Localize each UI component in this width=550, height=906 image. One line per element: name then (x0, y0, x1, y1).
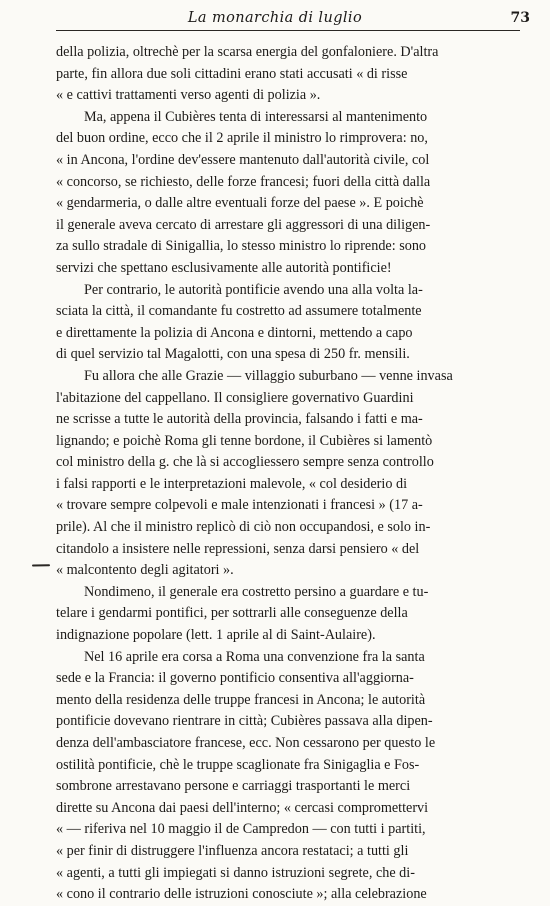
text-line: za sullo stradale di Sinigallia, lo stesso ministro lo riprende: sono (56, 238, 427, 255)
text-line: prile). Al che il ministro replicò di ciò non occupandosi, e solo in- (56, 519, 431, 536)
text-line: ne scrisse a tutte le autorità della provincia, falsando i fatti e ma- (56, 411, 423, 428)
text-line: ostilità pontificie, chè le truppe scaglionate fra Sinigaglia e Fos- (56, 756, 420, 773)
text-line: l'abitazione del cappellano. Il consigliere governativo Guardini (56, 389, 414, 406)
text-line: Nel 16 aprile era corsa a Roma una convenzione fra la santa (84, 648, 425, 665)
text-line: servizi che spettano esclusivamente alle autorità pontificie! (56, 259, 392, 276)
text-line: e direttamente la polizia di Ancona e dintorni, mettendo a capo (56, 324, 413, 341)
text-line: parte, fin allora due soli cittadini erano stati accusati « di risse (56, 65, 408, 82)
text-line: telare i gendarmi pontifici, per sottrarli alle conseguenze della (56, 605, 408, 622)
running-title: La monarchia di luglio (187, 10, 363, 26)
text-line: citandolo a insistere nelle repressioni, senza darsi pensiero « del (56, 540, 420, 557)
text-line: pontificie dovevano rientrare in città; Cubières passava alla dipen- (56, 713, 433, 730)
text-line: indignazione popolare (lett. 1 aprile al di Saint-Aulaire). (56, 627, 376, 644)
text-line: lignando; e poichè Roma gli tenne bordone, il Cubières si lamentò (56, 432, 433, 449)
text-line: « trovare sempre colpevoli e male intenzionati i francesi » (17 a- (56, 497, 423, 514)
text-line: « — riferiva nel 10 maggio il de Campredon — con tutti i partiti, (56, 821, 426, 838)
text-line: « agenti, a tutti gli impiegati si danno istruzioni segrete, che di- (56, 864, 415, 881)
text-line: Ma, appena il Cubières tenta di interessarsi al mantenimento (84, 108, 428, 125)
text-line: « e cattivi trattamenti verso agenti di polizia ». (56, 87, 321, 104)
text-line: di quel servizio tal Magalotti, con una spesa di 250 fr. mensili. (56, 346, 410, 363)
text-line: Nondimeno, il generale era costretto persino a guardare e tu- (84, 583, 429, 600)
text-line: denza dell'ambasciatore francese, ecc. Non cessarono per questo le (56, 735, 436, 751)
text-line: dirette su Ancona dai paesi dell'interno; « cercasi compromettervi (56, 799, 429, 816)
text-line: del buon ordine, ecco che il 2 aprile il ministro lo rimprovera: no, (56, 130, 428, 147)
text-line: i falsi rapporti e le interpretazioni malevole, « col desiderio di (56, 475, 408, 492)
text-line: sede e la Francia: il governo pontificio consentiva all'aggiorna- (56, 670, 414, 687)
text-line: col ministro della g. che là si accogliessero sempre senza controllo (56, 454, 434, 471)
margin-mark-icon (32, 563, 50, 568)
text-line: mento della residenza delle truppe francesi in Ancona; le autorità (56, 691, 426, 708)
body-text (56, 42, 522, 906)
text-line: « cono il contrario delle istruzioni conosciute »; alla celebrazione (56, 886, 427, 903)
text-line: « in Ancona, l'ordine dev'essere mantenuto dall'autorità civile, col (56, 151, 430, 168)
text-line: sciata la città, il comandante fu costretto ad assumere totalmente (56, 303, 422, 320)
text-line: « per finir di distruggere l'influenza ancora restataci; a tutti gli (56, 842, 409, 859)
text-line: « concorso, se richiesto, delle forze francesi; fuori della città dalla (56, 173, 431, 190)
page-number: 73 (510, 10, 530, 26)
text-line: « malcontento degli agitatori ». (56, 562, 234, 579)
text-line: il generale aveva cercato di arrestare gli aggressori di una diligen- (56, 216, 431, 233)
page-header (0, 10, 550, 32)
text-line: Per contrario, le autorità pontificie avendo una alla volta la- (84, 281, 423, 298)
text-line: « gendarmeria, o dalle altre eventuali forze del paese ». E poichè (56, 195, 424, 212)
header-rule (56, 30, 520, 31)
text-line: della polizia, oltrechè per la scarsa energia del gonfaloniere. D'altra (56, 44, 439, 60)
text-line: sombrone arrestavano persone e carriaggi trasportanti le merci (56, 778, 411, 795)
text-line: Fu allora che alle Grazie — villaggio suburbano — venne invasa (84, 367, 453, 384)
